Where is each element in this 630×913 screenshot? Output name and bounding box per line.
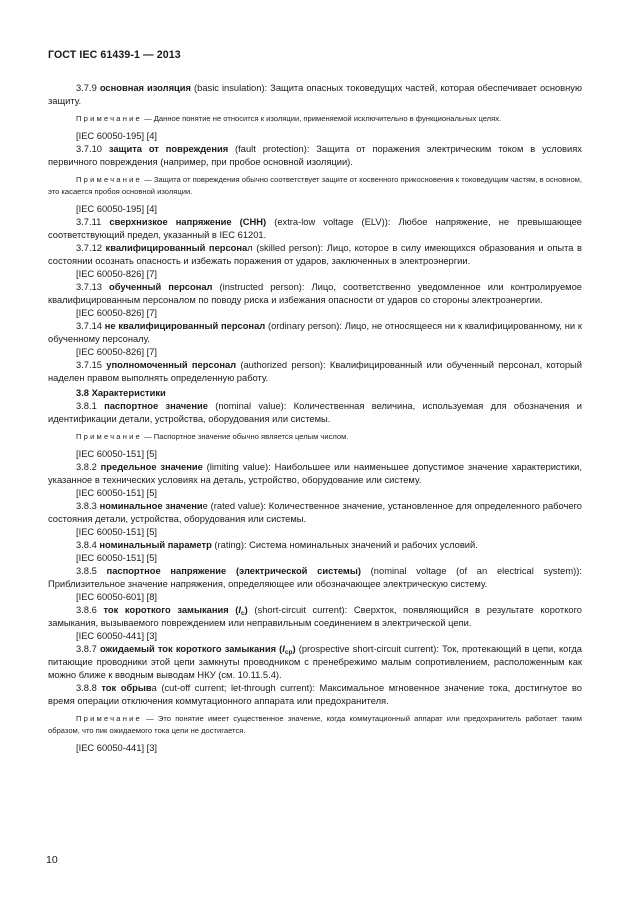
defined-term: номинальный параметр bbox=[99, 540, 212, 550]
note-label: Примечание bbox=[76, 114, 142, 123]
document-body bbox=[48, 82, 582, 755]
clause-number: 3.8.3 bbox=[76, 501, 97, 511]
clause-number: 3.8.1 bbox=[76, 401, 97, 411]
reference: [IEC 60050-151] [5] bbox=[76, 527, 158, 537]
reference: [IEC 60050-826] [7] bbox=[76, 308, 158, 318]
reference: [IEC 60050-151] [5] bbox=[76, 449, 158, 459]
clause-number: 3.7.10 bbox=[76, 144, 102, 154]
term-end: ) bbox=[244, 605, 248, 615]
defined-term: уполномоченный персонал bbox=[106, 360, 237, 370]
definition-text: (nominal voltage (of an electrical system)): Приблизительное значение напряжения, определяющее или обозначающее электрическую систему. bbox=[48, 566, 582, 589]
symbol: I bbox=[238, 605, 242, 615]
reference: [IEC 60050-195] [4] bbox=[76, 131, 158, 141]
definition-paragraph bbox=[48, 320, 582, 346]
definition-paragraph bbox=[48, 682, 582, 708]
definition-text: а (cut-off current; let-through current): Максимальное мгновенное значение тока, достигнутое во время операции отключения коммутационного аппарата или предохранителя. bbox=[48, 683, 582, 706]
symbol: I bbox=[282, 644, 285, 654]
defined-term: обученный персонал bbox=[109, 282, 213, 292]
defined-term: ожидаемый ток короткого замыкания ( bbox=[99, 644, 283, 654]
definition-paragraph bbox=[48, 500, 582, 526]
note bbox=[48, 431, 582, 443]
reference: [IEC 60050-151] [5] bbox=[76, 488, 158, 498]
symbol-subscript: cp bbox=[284, 649, 293, 656]
clause-number: 3.7.15 bbox=[76, 360, 102, 370]
reference: [IEC 60050-826] [7] bbox=[76, 347, 158, 357]
definition-paragraph bbox=[48, 565, 582, 591]
clause-number: 3.7.14 bbox=[76, 321, 102, 331]
clause-number: 3.7.12 bbox=[76, 243, 102, 253]
definition-text: (short-circuit current): Сверхток, появляющийся в результате короткого замыкания, вызываемого повреждением или неправильным соединением в электрической цепи. bbox=[48, 605, 582, 628]
definition-text: (fault protection): Защита от поражения электрическим током в условиях первичного повреждения (например, при пробое основной изоляции). bbox=[48, 144, 582, 167]
definition-paragraph bbox=[48, 539, 582, 552]
reference: [IEC 60050-601] [8] bbox=[76, 592, 158, 602]
definition-text: (instructed person): Лицо, соответственно уведомленное или контролируемое квалифицированным персоналом по поводу риска и избежания опасности от ударов со стороны электроэнергии. bbox=[48, 282, 582, 305]
definition-text: (authorized person): Квалифицированный или обученный персонал, который наделен правом выполнять определенную работу. bbox=[48, 360, 582, 383]
reference: [IEC 60050-151] [5] bbox=[76, 553, 158, 563]
document-header: ГОСТ IEC 61439-1 — 2013 bbox=[48, 49, 181, 61]
defined-term: не квалифицированный персонал bbox=[104, 321, 266, 331]
definition-paragraph bbox=[48, 143, 582, 169]
note-label: Примечание bbox=[76, 432, 142, 441]
definition-paragraph bbox=[48, 400, 582, 426]
note bbox=[48, 713, 582, 737]
defined-term: предельное значение bbox=[100, 462, 203, 472]
defined-term: сверхнизкое напряжение (СНН) bbox=[109, 217, 267, 227]
definition-paragraph bbox=[48, 359, 582, 385]
clause-number: 3.8.6 bbox=[76, 605, 97, 615]
definition-text: (basic insulation): Защита опасных токоведущих частей, которая обеспечивает основную защиту. bbox=[48, 83, 582, 106]
section-heading: 3.8 Характеристики bbox=[76, 388, 166, 398]
definition-paragraph bbox=[48, 216, 582, 242]
defined-term: защита от повреждения bbox=[108, 144, 229, 154]
definition-text: е (rated value): Количественное значение, установленное для определенного рабочего состояния детали, устройства, оборудования или системы. bbox=[48, 501, 582, 524]
defined-term: паспортное напряжение (электрической системы) bbox=[106, 566, 361, 576]
clause-number: 3.8.4 bbox=[76, 540, 97, 550]
defined-term: ток короткого замыкания ( bbox=[103, 605, 239, 615]
reference: [IEC 60050-441] [3] bbox=[76, 631, 158, 641]
definition-text: л (skilled person): Лицо, которое в силу имеющихся образования и опыта в состоянии осознать опасность и избежать поражения от ударов, заключенных в электроэнергии. bbox=[48, 243, 582, 266]
clause-number: 3.8.7 bbox=[76, 644, 97, 654]
note bbox=[48, 113, 582, 125]
clause-number: 3.7.13 bbox=[76, 282, 102, 292]
note-text: — Это понятие имеет существенное значение, когда коммутационный аппарат или предохранитель работает таким образом, что пик ожидаемого тока цепи не достигается. bbox=[48, 714, 582, 735]
note-text: — Данное понятие не относится к изоляции, применяемой исключительно в функциональных целях. bbox=[141, 114, 502, 123]
note-label: Примечание bbox=[76, 175, 142, 184]
definition-paragraph bbox=[48, 604, 582, 630]
definition-paragraph bbox=[48, 461, 582, 487]
defined-term: паспортное значение bbox=[104, 401, 208, 411]
definition-text: (ordinary person): Лицо, не относящееся ни к квалифицированному, ни к обученному персоналу. bbox=[48, 321, 582, 344]
reference: [IEC 60050-441] [3] bbox=[76, 743, 158, 753]
clause-number: 3.8.8 bbox=[76, 683, 97, 693]
clause-number: 3.8.5 bbox=[76, 566, 97, 576]
defined-term: номинальное значени bbox=[99, 501, 203, 511]
note-text: — Защита от повреждения обычно соответствует защите от косвенного прикосновения к токоведущим частям, в основном, это касается пробоя основной изоляции. bbox=[48, 175, 582, 196]
definition-text: (limiting value): Наибольшее или наименьшее допустимое значение характеристики, указанное в технических условиях на деталь, устройство, оборудование или систему. bbox=[48, 462, 582, 485]
clause-number: 3.7.11 bbox=[76, 217, 102, 227]
definition-text: (rating): Система номинальных значений и рабочих условий. bbox=[211, 540, 478, 550]
note-label: Примечание bbox=[76, 714, 142, 723]
term-end: ) bbox=[292, 644, 296, 654]
definition-paragraph bbox=[48, 643, 582, 682]
definition-text: (nominal value): Количественная величина, используемая для обозначения и идентификации детали, устройства, оборудования или системы. bbox=[48, 401, 582, 424]
defined-term: ток обрыв bbox=[101, 683, 152, 693]
definition-paragraph bbox=[48, 281, 582, 307]
reference: [IEC 60050-195] [4] bbox=[76, 204, 158, 214]
reference: [IEC 60050-826] [7] bbox=[76, 269, 158, 279]
defined-term: квалифицированный персона bbox=[105, 243, 248, 253]
page-number: 10 bbox=[46, 854, 58, 866]
clause-number: 3.8.2 bbox=[76, 462, 97, 472]
defined-term: основная изоляция bbox=[99, 83, 191, 93]
definition-paragraph bbox=[48, 82, 582, 108]
note bbox=[48, 174, 582, 198]
symbol-subscript: c bbox=[241, 610, 245, 617]
definition-text: (extra-low voltage (ELV)): Любое напряжение, не превышающее соответствующий предел, указанный в IEC 61201. bbox=[48, 217, 582, 240]
note-text: — Паспортное значение обычно является целым числом. bbox=[141, 432, 349, 441]
definition-paragraph bbox=[48, 242, 582, 268]
clause-number: 3.7.9 bbox=[76, 83, 97, 93]
definition-text: (prospective short-circuit current): Ток, протекающий в цепи, когда питающие проводники этой цепи замкнуты проводником с пренебрежимо малым сопротивлением, расположенным как можно ближе к вводным выводам НКУ (см. 10.11.5.4). bbox=[48, 644, 582, 680]
